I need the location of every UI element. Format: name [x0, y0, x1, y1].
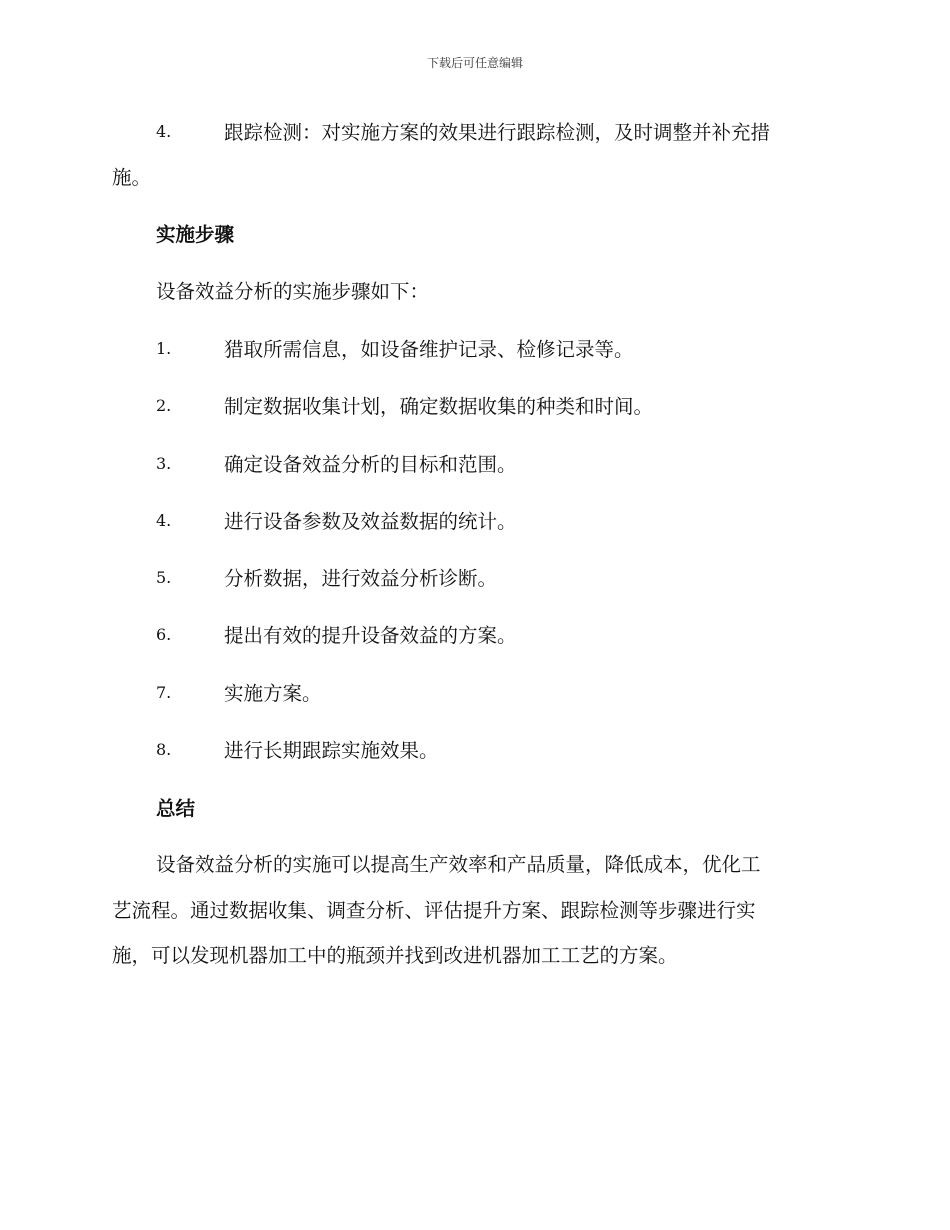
list-item-number: 8.	[156, 740, 172, 759]
list-item-number: 4.	[156, 511, 172, 530]
summary-paragraph-line: 施，可以发现机器加工中的瓶颈并找到改进机器加工工艺的方案。	[112, 944, 678, 967]
list-item-text: 进行长期跟踪实施效果。	[224, 739, 439, 762]
list-item-continuation: 施。	[112, 166, 152, 189]
section-heading-steps: 实施步骤	[156, 223, 235, 246]
summary-paragraph-line: 设备效益分析的实施可以提高生产效率和产品质量，降低成本，优化工	[156, 853, 761, 876]
list-item-text: 猎取所需信息，如设备维护记录、检修记录等。	[224, 338, 634, 361]
list-item-number: 3.	[156, 454, 172, 473]
list-item-text: 进行设备参数及效益数据的统计。	[224, 510, 517, 533]
list-item-text: 确定设备效益分析的目标和范围。	[224, 453, 517, 476]
list-item-number: 1.	[156, 339, 172, 358]
list-item-text: 实施方案。	[224, 682, 322, 705]
list-item-number: 7.	[156, 683, 172, 702]
list-item-number: 5.	[156, 568, 172, 587]
section-heading-summary: 总结	[156, 797, 196, 820]
steps-lead-paragraph: 设备效益分析的实施步骤如下：	[156, 280, 430, 303]
list-item-text: 分析数据，进行效益分析诊断。	[224, 567, 498, 590]
list-item-text: 提出有效的提升设备效益的方案。	[224, 624, 517, 647]
summary-paragraph-line: 艺流程。通过数据收集、调查分析、评估提升方案、跟踪检测等步骤进行实	[112, 899, 756, 922]
list-item-number: 4.	[156, 122, 172, 141]
list-item-text: 跟踪检测：对实施方案的效果进行跟踪检测，及时调整并补充措	[224, 121, 771, 144]
page-header: 下载后可任意编辑	[426, 56, 523, 70]
list-item-number: 2.	[156, 396, 172, 415]
list-item-number: 6.	[156, 625, 172, 644]
list-item-text: 制定数据收集计划，确定数据收集的种类和时间。	[224, 395, 654, 418]
